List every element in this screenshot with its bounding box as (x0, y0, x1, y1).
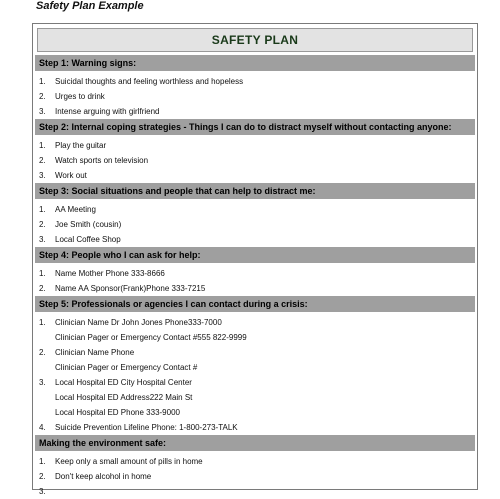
item-text: Play the guitar (55, 141, 107, 150)
plan-header: SAFETY PLAN (37, 28, 473, 52)
item-number: 2. (39, 220, 46, 229)
list-item (33, 484, 477, 499)
item-number: 4. (39, 423, 46, 432)
item-number: 1. (39, 141, 46, 150)
list-item (33, 74, 477, 89)
list-item (33, 454, 477, 469)
list-item (33, 217, 477, 232)
item-number: 1. (39, 457, 46, 466)
item-number: 3. (39, 107, 46, 116)
list-item (33, 345, 477, 360)
item-number: 2. (39, 472, 46, 481)
item-number: 1. (39, 269, 46, 278)
section-heading-step-5: Step 5: Professionals or agencies I can contact during a crisis: (35, 296, 475, 312)
list-item (33, 89, 477, 104)
section-heading-step-2: Step 2: Internal coping strategies - Things I can do to distract myself without contacting anyone: (35, 119, 475, 135)
list-item (33, 281, 477, 296)
list-item (33, 153, 477, 168)
item-text: Name AA Sponsor(Frank)Phone 333-7215 (55, 284, 206, 293)
list-item (33, 405, 477, 420)
item-text: Intense arguing with girlfriend (55, 107, 160, 116)
item-number: 3. (39, 171, 46, 180)
list-item (33, 315, 477, 330)
item-text: Watch sports on television (55, 156, 149, 165)
item-text: Don't keep alcohol in home (55, 472, 152, 481)
item-text: Keep only a small amount of pills in home (55, 457, 203, 466)
item-text: Clinician Name Phone (55, 348, 135, 357)
item-text: Urges to drink (55, 92, 105, 101)
item-text: Work out (55, 171, 87, 180)
item-text: Local Hospital ED City Hospital Center (55, 378, 192, 387)
item-number: 1. (39, 318, 46, 327)
item-number: 3. (39, 378, 46, 387)
item-number: 2. (39, 92, 46, 101)
section-heading-step-3: Step 3: Social situations and people that can help to distract me: (35, 183, 475, 199)
item-text: Clinician Name Dr John Jones Phone333-7000 (55, 318, 222, 327)
item-number: 3. (39, 487, 46, 496)
item-text: Local Hospital ED Phone 333-9000 (55, 408, 180, 417)
item-text: Clinician Pager or Emergency Contact #555 822-9999 (55, 333, 247, 342)
item-text: Name Mother Phone 333-8666 (55, 269, 165, 278)
list-item (33, 232, 477, 247)
item-number: 2. (39, 348, 46, 357)
item-text: Suicidal thoughts and feeling worthless and hopeless (55, 77, 244, 86)
item-text: Local Coffee Shop (55, 235, 121, 244)
item-text: Joe Smith (cousin) (55, 220, 122, 229)
section-heading-step-1: Step 1: Warning signs: (35, 55, 475, 71)
list-item (33, 469, 477, 484)
item-number: 2. (39, 284, 46, 293)
list-item (33, 375, 477, 390)
document-title: Safety Plan Example (36, 0, 144, 12)
list-item (33, 330, 477, 345)
list-item (33, 168, 477, 183)
list-item (33, 104, 477, 119)
list-item (33, 266, 477, 281)
item-text: AA Meeting (55, 205, 96, 214)
section-heading-step-4: Step 4: People who I can ask for help: (35, 247, 475, 263)
list-item (33, 138, 477, 153)
item-number: 2. (39, 156, 46, 165)
item-text: Suicide Prevention Lifeline Phone: 1-800-273-TALK (55, 423, 238, 432)
list-item (33, 202, 477, 217)
safety-plan-form (32, 23, 478, 496)
plan-sections (33, 55, 477, 499)
item-number: 1. (39, 77, 46, 86)
section-heading-environment: Making the environment safe: (35, 435, 475, 451)
list-item (33, 360, 477, 375)
item-text: Local Hospital ED Address222 Main St (55, 393, 193, 402)
item-number: 3. (39, 235, 46, 244)
list-item (33, 390, 477, 405)
list-item (33, 420, 477, 435)
item-number: 1. (39, 205, 46, 214)
item-text: Clinician Pager or Emergency Contact # (55, 363, 198, 372)
